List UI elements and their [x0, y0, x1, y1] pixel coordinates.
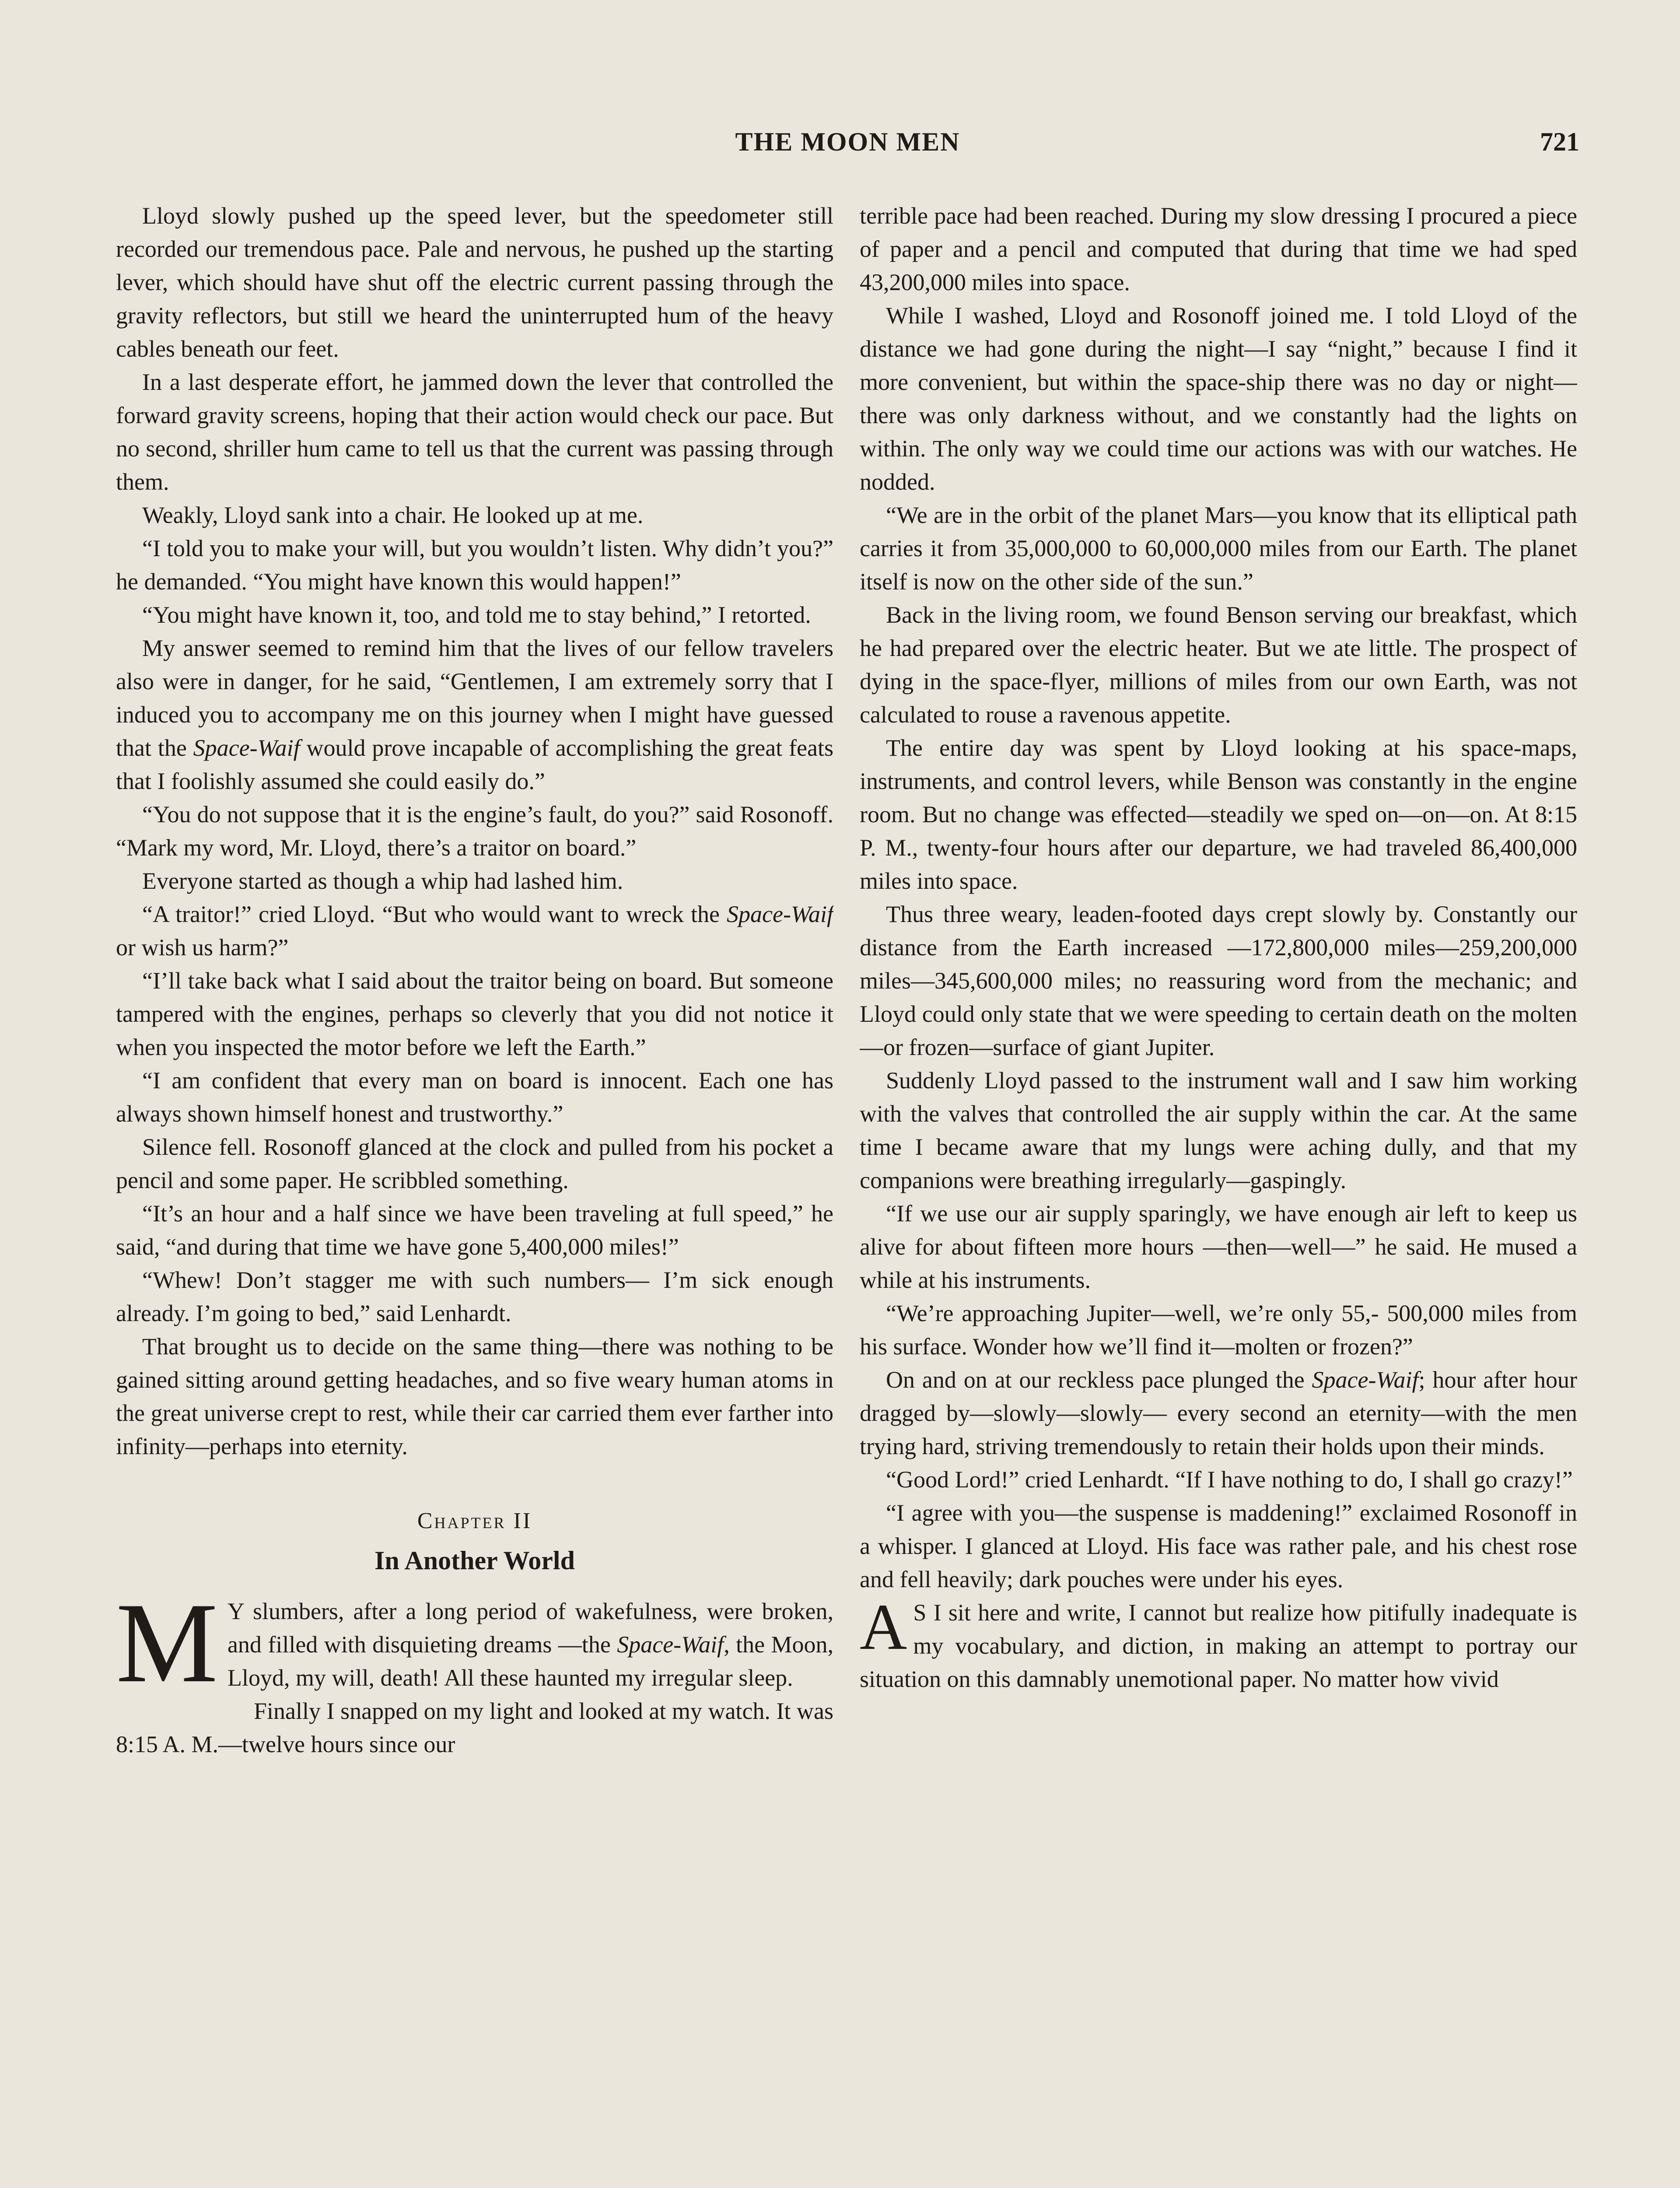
- paragraph: In a last desperate effort, he jammed down the lever that controlled the forward gravity screens, hoping that their action would check our pace. But no second, shriller hum came to tell us that the current was passing through them.: [116, 369, 833, 495]
- dropcap-paragraph-text: S I sit here and write, I cannot but realize how pitifully inadequate is my vocabulary, and diction, in making an attempt to portray our situation on this damnably unemotional paper. No matter how vivid: [860, 1599, 1577, 1692]
- running-title: THE MOON MEN: [735, 127, 960, 156]
- paragraph: Back in the living room, we found Benson serving our breakfast, which he had prepared over the electric heater. But we ate little. The prospect of dying in the space-flyer, millions of miles from our own Earth, was not calculated to rouse a ravenous appetite.: [860, 602, 1577, 728]
- paragraph: Finally I snapped on my light and looked at my watch. It was 8:15 A. M.—twelve hours since our: [116, 1698, 833, 1757]
- drop-cap: A: [860, 1591, 907, 1663]
- paragraph: On and on at our reckless pace plunged the Space-Waif; hour after hour dragged by—slowly—slowly— every second an eternity—with the men trying hard, striving tremendously to retain their holds upon their minds.: [860, 1367, 1577, 1459]
- paragraph: “I agree with you—the suspense is maddening!” exclaimed Rosonoff in a whisper. I glanced at Lloyd. His face was rather pale, and his chest rose and fell heavily; dark pouches were under his eyes.: [860, 1500, 1577, 1592]
- paragraph: My answer seemed to remind him that the lives of our fellow travelers also were in danger, for he said, “Gentlemen, I am extremely sorry that I induced you to accompany me on this journey when I might have guessed that the Space-Waif would prove incapable of accomplishing the great feats that I foolishly assumed she could easily do.”: [116, 635, 833, 794]
- paragraph: The entire day was spent by Lloyd looking at his space-maps, instruments, and control levers, while Benson was constantly in the engine room. But no change was effected—steadily we sped on—on—on. At 8:15 P. M., twenty-four hours after our departure, we had traveled 86,400,000 miles into space.: [860, 735, 1577, 894]
- paragraph: “We’re approaching Jupiter—well, we’re only 55,- 500,000 miles from his surface. Wonder how we’ll find it—molten or frozen?”: [860, 1300, 1577, 1360]
- paragraph: Suddenly Lloyd passed to the instrument wall and I saw him working with the valves that controlled the air supply within the car. At the same time I became aware that my lungs were aching dully, and that my companions were breathing irregularly—gaspingly.: [860, 1067, 1577, 1193]
- paragraph: While I washed, Lloyd and Rosonoff joined me. I told Lloyd of the distance we had gone during the night—I say “night,” because I find it more convenient, but within the space-ship there was no day or night—there was only darkness without, and we constantly had the lights on within. The only way we could time our actions was with our watches. He nodded.: [860, 302, 1577, 495]
- paragraph: “You do not suppose that it is the engine’s fault, do you?” said Rosonoff. “Mark my word, Mr. Lloyd, there’s a traitor on board.”: [116, 801, 833, 861]
- left-column: [116, 199, 833, 2188]
- dropcap-paragraph-text: Y slumbers, after a long period of wakefulness, were broken, and filled with disquieting dreams —the Space-Waif, the Moon, Lloyd, my will, death! All these haunted my irregular sleep.: [227, 1598, 833, 1691]
- paragraph: “Whew! Don’t stagger me with such numbers— I’m sick enough already. I’m going to bed,” said Lenhardt.: [116, 1267, 833, 1326]
- paragraph: “You might have known it, too, and told me to stay behind,” I retorted.: [142, 602, 811, 628]
- paragraph: Lloyd slowly pushed up the speed lever, but the speedometer still recorded our tremendous pace. Pale and nervous, he pushed up the starting lever, which should have shut off the electric current passing through the gravity reflectors, but still we heard the uninterrupted hum of the heavy cables beneath our feet.: [116, 203, 833, 362]
- paragraph: “I told you to make your will, but you wouldn’t listen. Why didn’t you?” he demanded. “You might have known this would happen!”: [116, 535, 833, 595]
- paragraph: “We are in the orbit of the planet Mars—you know that its elliptical path carries it from 35,000,000 to 60,000,000 miles from our Earth. The planet itself is now on the other side of the sun.”: [860, 502, 1577, 595]
- paragraph: Weakly, Lloyd sank into a chair. He looked up at me.: [142, 502, 644, 528]
- chapter-number: Chapter II: [417, 1508, 532, 1533]
- paragraph: Everyone started as though a whip had lashed him.: [142, 868, 623, 894]
- running-head: [116, 127, 1579, 166]
- dropcap-paragraph: [860, 1591, 1577, 1696]
- paragraph: Silence fell. Rosonoff glanced at the clock and pulled from his pocket a pencil and some paper. He scribbled something.: [116, 1134, 833, 1193]
- paragraph: Thus three weary, leaden-footed days crept slowly by. Constantly our distance from the Earth increased —172,800,000 miles—259,200,000 miles—345,600,000 miles; no reassuring word from the mechanic; and Lloyd could only state that we were speeding to certain death on the molten—or frozen—surface of giant Jupiter.: [860, 901, 1577, 1060]
- paragraph: “I’ll take back what I said about the traitor being on board. But someone tampered with the engines, perhaps so cleverly that you did not notice it when you inspected the motor before we left the Earth.”: [116, 968, 833, 1060]
- page-number: 721: [1540, 127, 1579, 156]
- paragraph: “If we use our air supply sparingly, we have enough air left to keep us alive for about fifteen more hours —then—well—” he said. He mused a while at his instruments.: [860, 1200, 1577, 1293]
- dropcap-paragraph: [116, 1579, 833, 1706]
- drop-cap: M: [116, 1579, 218, 1706]
- right-column: [860, 199, 1577, 2188]
- paragraph: That brought us to decide on the same thing—there was nothing to be gained sitting around getting headaches, and so five weary human atoms in the great universe crept to rest, while their car carried them ever farther into infinity—perhaps into eternity.: [116, 1333, 833, 1459]
- paragraph: “It’s an hour and a half since we have been traveling at full speed,” he said, “and during that time we have gone 5,400,000 miles!”: [116, 1200, 833, 1260]
- chapter-title: In Another World: [374, 1546, 575, 1575]
- paragraph: “A traitor!” cried Lloyd. “But who would want to wreck the Space-Waif or wish us harm?”: [116, 901, 833, 961]
- paragraph: “Good Lord!” cried Lenhardt. “If I have nothing to do, I shall go crazy!”: [886, 1466, 1573, 1493]
- continued-paragraph: terrible pace had been reached. During my slow dressing I procured a piece of paper and a pencil and computed that during that time we had sped 43,200,000 miles into space.: [860, 203, 1577, 295]
- paragraph: “I am confident that every man on board is innocent. Each one has always shown himself honest and trustworthy.”: [116, 1067, 833, 1127]
